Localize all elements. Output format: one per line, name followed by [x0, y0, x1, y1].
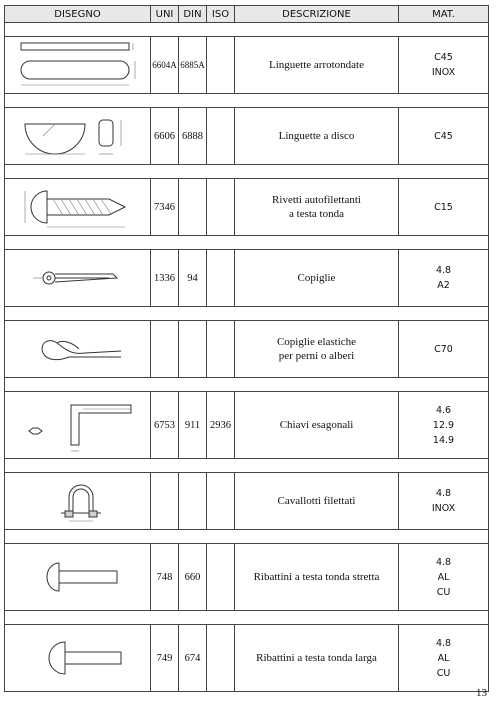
- description-line: Linguette a disco: [278, 130, 355, 142]
- material-cell: [399, 179, 489, 236]
- description-line: Chiavi esagonali: [279, 419, 354, 431]
- uni-cell: 6604A: [151, 37, 179, 94]
- iso-cell: [207, 37, 235, 94]
- material-line: 12.9: [432, 419, 455, 431]
- material-line: A2: [437, 280, 450, 291]
- drawing-cell: [5, 473, 151, 530]
- table-row: [5, 473, 489, 530]
- spring-cotter-pin-drawing: [13, 323, 143, 375]
- table-row: [5, 392, 489, 459]
- uni-cell: [151, 321, 179, 378]
- material-line: 4.6: [435, 404, 452, 416]
- hex-key-drawing: [13, 395, 143, 455]
- drawing-cell: [5, 321, 151, 378]
- description-line: Ribattini a testa tonda stretta: [253, 571, 380, 583]
- din-cell: [179, 179, 207, 236]
- description-cell: [235, 392, 399, 459]
- uni-cell: 7346: [151, 179, 179, 236]
- uni-cell: 1336: [151, 250, 179, 307]
- description-cell: [235, 625, 399, 692]
- drawing-cell: [5, 625, 151, 692]
- description-cell: [235, 473, 399, 530]
- u-bolt-drawing: [13, 475, 143, 527]
- description-line: Rivetti autofilettanti: [272, 194, 361, 206]
- description-cell: [235, 544, 399, 611]
- material-cell: [399, 250, 489, 307]
- material-line: C45: [434, 130, 453, 142]
- iso-cell: [207, 544, 235, 611]
- material-line: C15: [434, 201, 453, 213]
- din-cell: 6888: [179, 108, 207, 165]
- material-cell: [399, 544, 489, 611]
- description-line: Linguette arrotondate: [269, 59, 364, 71]
- description-cell: [235, 250, 399, 307]
- page-number: 13: [476, 687, 487, 699]
- description-line: per perni o alberi: [278, 350, 355, 362]
- uni-cell: 6753: [151, 392, 179, 459]
- table-row: [5, 108, 489, 165]
- table-row: [5, 37, 489, 94]
- description-line: Copiglie elastiche: [276, 336, 357, 348]
- uni-cell: 749: [151, 625, 179, 692]
- table-row: [5, 321, 489, 378]
- din-cell: 6885A: [179, 37, 207, 94]
- header-din: DIN: [179, 6, 207, 23]
- din-cell: [179, 473, 207, 530]
- din-cell: 660: [179, 544, 207, 611]
- material-line: 4.8: [435, 488, 452, 499]
- drawing-cell: [5, 392, 151, 459]
- material-line: CU: [436, 667, 451, 679]
- header-drawing: DISEGNO: [5, 6, 151, 23]
- din-cell: 911: [179, 392, 207, 459]
- drawing-cell: [5, 108, 151, 165]
- material-cell: [399, 321, 489, 378]
- material-cell: [399, 625, 489, 692]
- header-uni: UNI: [151, 6, 179, 23]
- material-line: 4.8: [435, 637, 452, 649]
- table-row: [5, 625, 489, 692]
- material-line: AL: [437, 571, 450, 583]
- drawing-cell: [5, 179, 151, 236]
- material-line: CU: [436, 586, 451, 598]
- din-cell: 674: [179, 625, 207, 692]
- description-line: Ribattini a testa tonda larga: [256, 652, 377, 664]
- parts-table: [4, 5, 489, 692]
- description-cell: [235, 37, 399, 94]
- iso-cell: 2936: [207, 392, 235, 459]
- header-iso: ISO: [207, 6, 235, 23]
- header-row: [5, 6, 489, 23]
- wide-round-head-rivet-drawing: [13, 628, 143, 688]
- table-row: [5, 179, 489, 236]
- din-cell: [179, 321, 207, 378]
- material-cell: [399, 392, 489, 459]
- woodruff-key-drawing: [13, 110, 143, 162]
- iso-cell: [207, 321, 235, 378]
- material-line: AL: [437, 652, 450, 664]
- drawing-cell: [5, 250, 151, 307]
- material-line: C45: [434, 52, 453, 63]
- description-line: Cavallotti filettati: [277, 495, 356, 507]
- uni-cell: 748: [151, 544, 179, 611]
- material-line: 14.9: [432, 434, 455, 446]
- uni-cell: 6606: [151, 108, 179, 165]
- cotter-pin-drawing: [13, 252, 143, 304]
- rounded-key-drawing: [13, 39, 143, 91]
- uni-cell: [151, 473, 179, 530]
- material-line: INOX: [431, 503, 456, 514]
- drawing-cell: [5, 544, 151, 611]
- description-cell: [235, 321, 399, 378]
- material-cell: [399, 37, 489, 94]
- iso-cell: [207, 625, 235, 692]
- material-cell: [399, 108, 489, 165]
- table-row: [5, 544, 489, 611]
- narrow-round-head-rivet-drawing: [13, 547, 143, 607]
- material-line: 4.8: [435, 556, 452, 568]
- iso-cell: [207, 179, 235, 236]
- iso-cell: [207, 108, 235, 165]
- description-cell: [235, 108, 399, 165]
- drawing-cell: [5, 37, 151, 94]
- material-cell: [399, 473, 489, 530]
- iso-cell: [207, 473, 235, 530]
- iso-cell: [207, 250, 235, 307]
- self-tapping-rivet-drawing: [13, 181, 143, 233]
- header-description: DESCRIZIONE: [235, 6, 399, 23]
- description-cell: [235, 179, 399, 236]
- description-line: Copiglie: [297, 272, 336, 284]
- material-line: 4.8: [435, 265, 452, 276]
- din-cell: 94: [179, 250, 207, 307]
- material-line: INOX: [431, 67, 456, 78]
- material-line: C70: [434, 343, 453, 355]
- header-material: MAT.: [399, 6, 489, 23]
- description-line: a testa tonda: [289, 208, 344, 220]
- table-row: [5, 250, 489, 307]
